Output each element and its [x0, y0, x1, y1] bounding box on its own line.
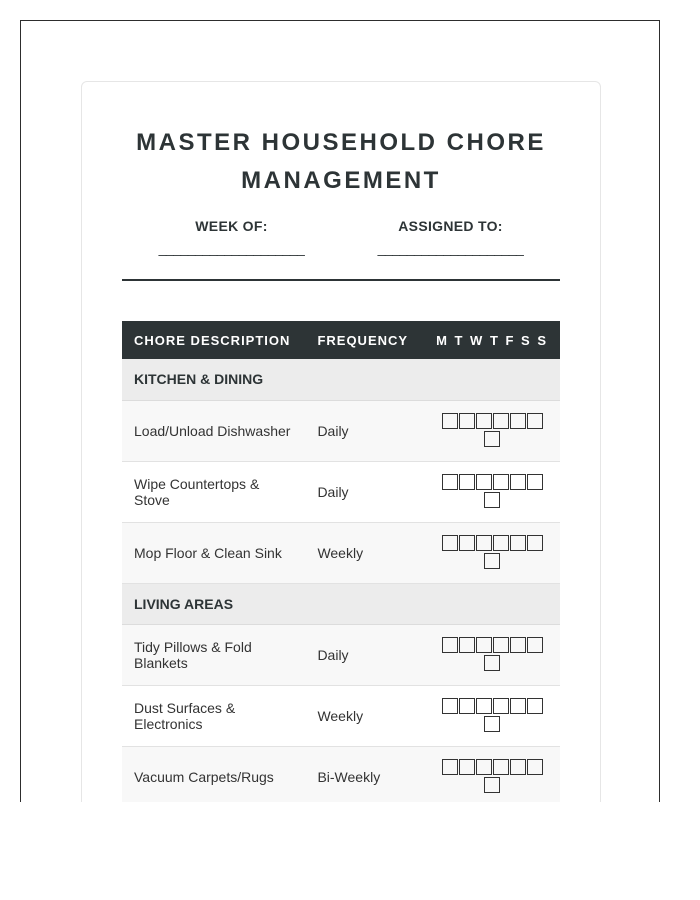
- checkbox-icon[interactable]: [459, 698, 475, 714]
- chore-frequency: Weekly: [305, 522, 424, 583]
- checkbox-icon[interactable]: [476, 759, 492, 775]
- table-row: [122, 624, 560, 685]
- page-title: MASTER HOUSEHOLD CHORE MANAGEMENT: [136, 129, 546, 194]
- chore-frequency: Daily: [305, 624, 424, 685]
- table-header-row: [122, 321, 560, 359]
- checkbox-icon[interactable]: [442, 759, 458, 775]
- checkbox-icon[interactable]: [510, 637, 526, 653]
- header-chore-description: CHORE DESCRIPTION: [134, 332, 291, 348]
- table-row: [122, 746, 560, 802]
- chore-frequency: Weekly: [305, 685, 424, 746]
- checkbox-icon[interactable]: [493, 637, 509, 653]
- checkbox-icon[interactable]: [510, 413, 526, 429]
- header-divider: [122, 279, 560, 281]
- checkbox-icon[interactable]: [527, 698, 543, 714]
- table-row: [122, 522, 560, 583]
- day-checkboxes: [424, 461, 560, 522]
- checkbox-icon[interactable]: [484, 716, 500, 732]
- assigned-to-blank[interactable]: ____________________: [377, 240, 524, 256]
- day-checkboxes: [424, 522, 560, 583]
- chore-description: Dust Surfaces & Electronics: [122, 685, 305, 746]
- category-row: [122, 583, 560, 624]
- checkbox-icon[interactable]: [442, 637, 458, 653]
- checkbox-group: [436, 413, 548, 449]
- week-of-label: WEEK OF:: [195, 218, 268, 234]
- checkbox-icon[interactable]: [442, 535, 458, 551]
- checkbox-icon[interactable]: [510, 474, 526, 490]
- category-row: [122, 359, 560, 400]
- chore-description: Vacuum Carpets/Rugs: [122, 746, 305, 802]
- checkbox-icon[interactable]: [493, 535, 509, 551]
- table-row: [122, 400, 560, 461]
- day-checkboxes: [424, 624, 560, 685]
- checkbox-icon[interactable]: [510, 698, 526, 714]
- checkbox-icon[interactable]: [459, 759, 475, 775]
- week-of-blank[interactable]: ____________________: [158, 240, 305, 256]
- checkbox-icon[interactable]: [476, 474, 492, 490]
- checkbox-icon[interactable]: [476, 698, 492, 714]
- chore-frequency: Daily: [305, 400, 424, 461]
- chore-description: Mop Floor & Clean Sink: [122, 522, 305, 583]
- chore-chart-card: [81, 81, 601, 802]
- checkbox-icon[interactable]: [527, 759, 543, 775]
- checkbox-icon[interactable]: [476, 637, 492, 653]
- checkbox-icon[interactable]: [484, 777, 500, 793]
- checkbox-icon[interactable]: [493, 474, 509, 490]
- checkbox-icon[interactable]: [484, 655, 500, 671]
- checkbox-icon[interactable]: [527, 474, 543, 490]
- checkbox-icon[interactable]: [510, 759, 526, 775]
- table-row: [122, 461, 560, 522]
- assigned-to-field: [341, 218, 560, 256]
- checkbox-group: [436, 759, 548, 795]
- checkbox-group: [436, 474, 548, 510]
- checkbox-icon[interactable]: [484, 553, 500, 569]
- meta-fields: [122, 218, 560, 256]
- chore-description: Tidy Pillows & Fold Blankets: [122, 624, 305, 685]
- checkbox-icon[interactable]: [459, 474, 475, 490]
- checkbox-group: [436, 637, 548, 673]
- checkbox-icon[interactable]: [527, 413, 543, 429]
- checkbox-icon[interactable]: [476, 535, 492, 551]
- checkbox-group: [436, 698, 548, 734]
- checkbox-icon[interactable]: [484, 431, 500, 447]
- checkbox-icon[interactable]: [442, 698, 458, 714]
- checkbox-icon[interactable]: [459, 413, 475, 429]
- checkbox-icon[interactable]: [527, 637, 543, 653]
- header-frequency: FREQUENCY: [317, 332, 409, 348]
- page-frame: [20, 20, 660, 802]
- table-body: [122, 359, 560, 802]
- assigned-to-label: ASSIGNED TO:: [398, 218, 503, 234]
- checkbox-icon[interactable]: [493, 413, 509, 429]
- category-name: KITCHEN & DINING: [122, 359, 560, 400]
- checkbox-icon[interactable]: [484, 492, 500, 508]
- checkbox-icon[interactable]: [510, 535, 526, 551]
- day-checkboxes: [424, 746, 560, 802]
- checkbox-icon[interactable]: [493, 698, 509, 714]
- day-checkboxes: [424, 400, 560, 461]
- checkbox-icon[interactable]: [459, 637, 475, 653]
- chore-table: [122, 321, 560, 802]
- checkbox-group: [436, 535, 548, 571]
- week-of-field: [122, 218, 341, 256]
- checkbox-icon[interactable]: [527, 535, 543, 551]
- chore-description: Load/Unload Dishwasher: [122, 400, 305, 461]
- category-name: LIVING AREAS: [122, 583, 560, 624]
- chore-frequency: Bi-Weekly: [305, 746, 424, 802]
- day-checkboxes: [424, 685, 560, 746]
- checkbox-icon[interactable]: [442, 474, 458, 490]
- chore-description: Wipe Countertops & Stove: [122, 461, 305, 522]
- checkbox-icon[interactable]: [442, 413, 458, 429]
- checkbox-icon[interactable]: [476, 413, 492, 429]
- checkbox-icon[interactable]: [459, 535, 475, 551]
- checkbox-icon[interactable]: [493, 759, 509, 775]
- chore-frequency: Daily: [305, 461, 424, 522]
- table-row: [122, 685, 560, 746]
- header-days: M T W T F S S: [436, 332, 548, 348]
